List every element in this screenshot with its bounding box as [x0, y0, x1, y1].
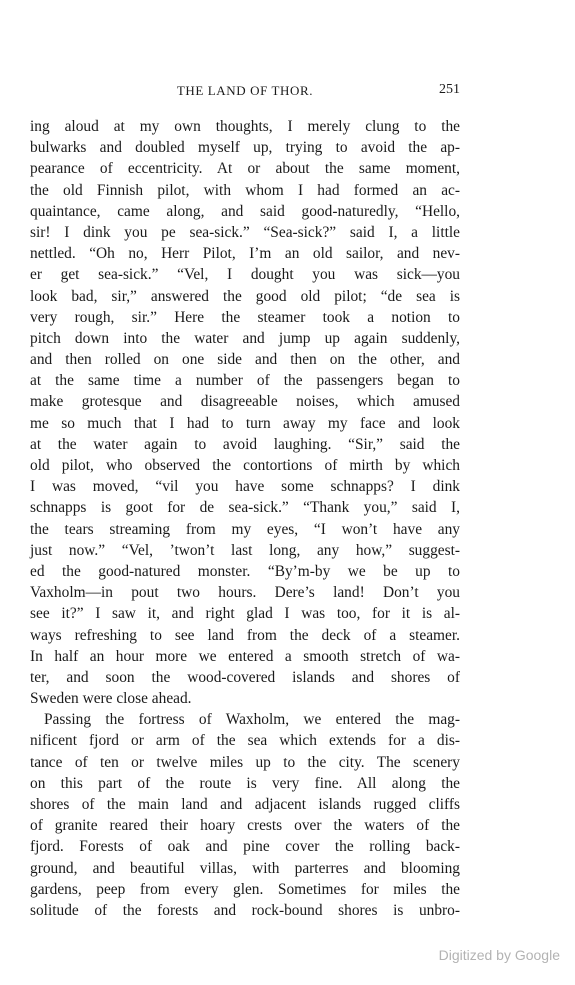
text-line: bulwarks and doubled myself up, trying to avoid the ap- [30, 139, 460, 157]
text-line: just now.” “Vel, ’twon’t last long, any how,” suggest- [30, 541, 460, 559]
text-line: Vaxholm—in pout two hours. Dere’s land! Don’t you [30, 584, 460, 602]
text-line: Sweden were close ahead. [30, 690, 192, 708]
text-line: ed the good-natured monster. “By’m-by we be up to [30, 562, 460, 580]
text-line: ter, and soon the wood-covered islands and shores of [30, 668, 460, 686]
text-line: the old Finnish pilot, with whom I had formed an ac- [30, 181, 460, 199]
text-line: quaintance, came along, and said good-naturedly, “Hello, [30, 202, 460, 220]
body-text [30, 116, 460, 921]
text-line-paragraph-start: Passing the fortress of Waxholm, we entered the mag- [44, 711, 460, 729]
text-line: gardens, peep from every glen. Sometimes for miles the [30, 880, 460, 898]
text-line: see it?” I saw it, and right glad I was too, for it is al- [30, 605, 460, 623]
text-line: me so much that I had to turn away my face and look [30, 414, 460, 432]
text-line: make grotesque and disagreeable noises, which amused [30, 393, 460, 411]
text-line: ing aloud at my own thoughts, I merely clung to the [30, 118, 460, 135]
running-head-title: THE LAND OF THOR. [176, 83, 314, 98]
running-head [30, 82, 460, 102]
text-line: In half an hour more we entered a smooth stretch of wa- [30, 647, 460, 665]
page-number: 251 [439, 82, 460, 97]
text-line: nettled. “Oh no, Herr Pilot, I’m an old sailor, and nev- [30, 245, 460, 263]
digitization-watermark: Digitized by Google [438, 947, 560, 963]
text-line: ways refreshing to see land from the deck of a steamer. [30, 626, 460, 644]
text-line: old pilot, who observed the contortions of mirth by which [30, 457, 460, 474]
text-line: ground, and beautiful villas, with parterres and blooming [30, 859, 460, 877]
text-line: look bad, sir,” answered the good old pilot; “de sea is [30, 287, 460, 305]
text-line: er get sea-sick.” “Vel, I dought you was sick—you [30, 266, 460, 284]
text-line: pitch down into the water and jump up again suddenly, [30, 329, 460, 347]
text-line: at the water again to avoid laughing. “Sir,” said the [30, 435, 460, 453]
text-line: tance of ten or twelve miles up to the city. The scenery [30, 753, 460, 771]
text-line: pearance of eccentricity. At or about the same moment, [30, 160, 460, 178]
text-line: nificent fjord or arm of the sea which extends for a dis- [30, 732, 460, 750]
text-line: very rough, sir.” Here the steamer took a notion to [30, 308, 460, 326]
text-line: the tears streaming from my eyes, “I won’t have any [30, 520, 460, 538]
text-line: fjord. Forests of oak and pine cover the rolling back- [30, 838, 460, 856]
text-line: shores of the main land and adjacent islands rugged cliffs [30, 796, 460, 813]
text-line: I was moved, “vil you have some schnapps? I dink [30, 478, 460, 496]
text-line: solitude of the forests and rock-bound shores is unbro- [30, 901, 460, 919]
text-line: and then rolled on one side and then on the other, and [30, 351, 460, 369]
text-line: on this part of the route is very fine. All along the [30, 774, 460, 792]
text-line: of granite reared their hoary crests over the waters of the [30, 817, 460, 835]
text-line: at the same time a number of the passengers began to [30, 372, 460, 390]
text-line: sir! I dink you pe sea-sick.” “Sea-sick?” said I, a little [30, 223, 460, 241]
text-line: schnapps is goot for de sea-sick.” “Thank you,” said I, [30, 499, 460, 517]
